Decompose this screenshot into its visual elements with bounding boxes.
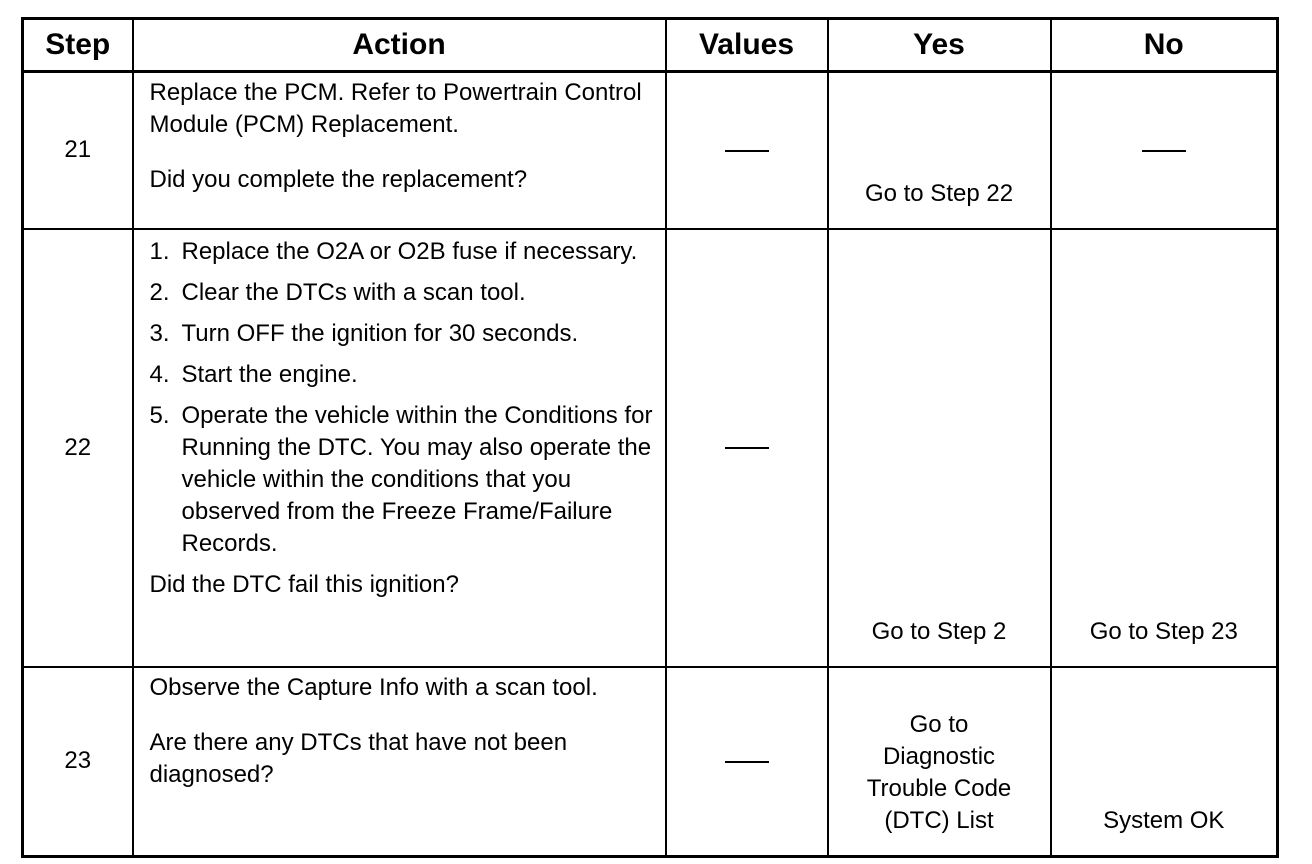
action-question: Did you complete the replacement?: [149, 166, 528, 193]
list-item-number: 3.: [149, 319, 170, 347]
no-cell: Go to Step 23: [1051, 229, 1278, 667]
em-dash: [1142, 150, 1186, 152]
step-number: 22: [23, 229, 133, 667]
table-row: [23, 229, 1278, 667]
list-item-number: 2.: [149, 278, 170, 306]
list-item-text: Turn OFF the ignition for 30 seconds.: [181, 319, 579, 347]
header-step: Step: [23, 19, 133, 72]
header-yes: Yes: [828, 19, 1051, 72]
no-cell: [1051, 72, 1278, 229]
list-item-text: Operate the vehicle within the Conditions for Running the DTC. You may also operate the vehicle within the conditions that you observed from the Freeze Frame/Failure Records.: [181, 401, 653, 557]
action-question: Did the DTC fail this ignition?: [149, 570, 459, 598]
action-text: Observe the Capture Info with a scan tool.: [149, 673, 598, 701]
list-item-text: Start the engine.: [181, 360, 358, 388]
list-item: [150, 359, 657, 391]
list-item-number: 1.: [149, 237, 170, 265]
list-item: [150, 400, 657, 560]
list-item-text: Clear the DTCs with a scan tool.: [181, 278, 526, 306]
values-cell: [666, 72, 828, 229]
no-cell: System OK: [1051, 667, 1278, 857]
em-dash: [725, 761, 769, 763]
list-item-number: 4.: [149, 360, 170, 388]
header-values: Values: [666, 19, 828, 72]
action-cell: [133, 667, 666, 857]
header-action: Action: [133, 19, 666, 72]
values-cell: [666, 667, 828, 857]
em-dash: [725, 150, 769, 152]
list-item: [150, 277, 657, 309]
list-item-text: Replace the O2A or O2B fuse if necessary.: [181, 237, 638, 265]
action-steps-list: [150, 236, 657, 560]
action-cell: [133, 229, 666, 667]
yes-cell-text: Go to Diagnostic Trouble Code (DTC) List: [866, 711, 1012, 834]
action-cell: [133, 72, 666, 229]
diagnostic-step-table: [21, 17, 1279, 858]
table-row: [23, 72, 1278, 229]
action-question: Are there any DTCs that have not been diagnosed?: [149, 728, 568, 788]
header-row: [23, 19, 1278, 72]
yes-cell: Go to Step 22: [828, 72, 1051, 229]
list-item: [150, 236, 657, 268]
em-dash: [725, 447, 769, 449]
list-item-number: 5.: [149, 401, 170, 429]
yes-cell: Go to Step 2: [828, 229, 1051, 667]
table-row: [23, 667, 1278, 857]
values-cell: [666, 229, 828, 667]
action-text: Replace the PCM. Refer to Powertrain Control Module (PCM) Replacement.: [149, 79, 642, 138]
header-no: No: [1051, 19, 1278, 72]
list-item: [150, 318, 657, 350]
step-number: 21: [23, 72, 133, 229]
step-number: 23: [23, 667, 133, 857]
yes-cell: [828, 667, 1051, 857]
